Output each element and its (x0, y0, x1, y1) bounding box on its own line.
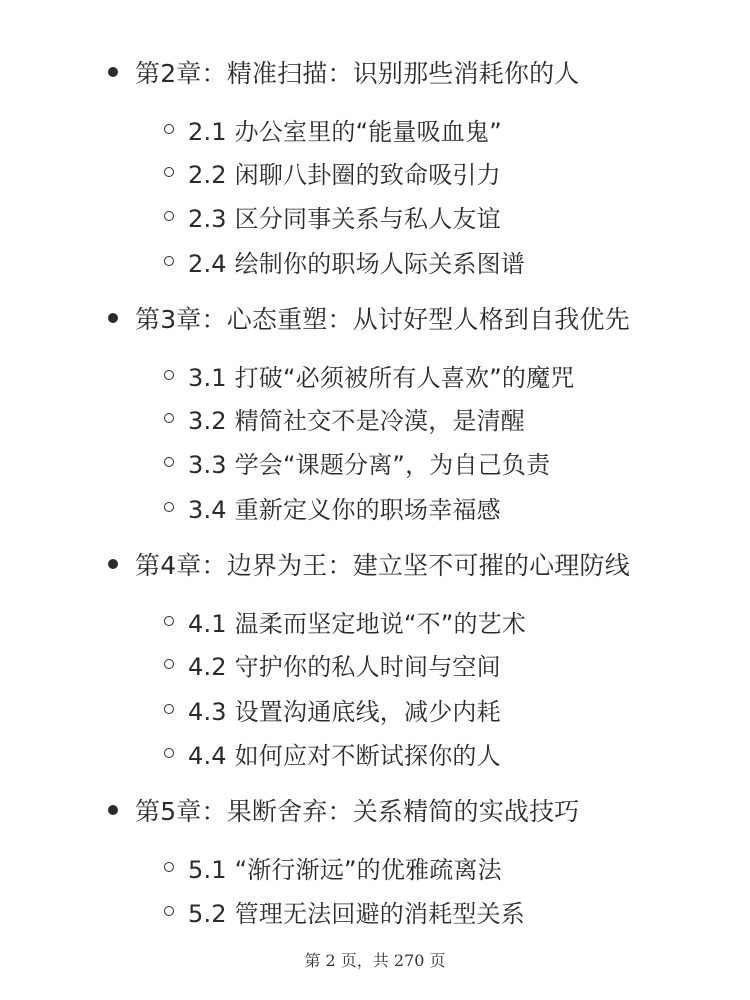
section-title: 3.2 精简社交不是冷漠，是清醒 (188, 406, 525, 435)
toc-chapter-5 (108, 790, 580, 830)
toc-section-3-1 (164, 355, 574, 395)
toc-chapter-2 (108, 52, 580, 92)
toc-section-3-2 (164, 398, 525, 438)
section-title: 4.4 如何应对不断试探你的人 (188, 741, 501, 770)
section-title: 2.2 闲聊八卦圈的致命吸引力 (188, 160, 501, 189)
toc-chapter-3 (108, 298, 630, 338)
hollow-bullet-icon (164, 906, 174, 916)
filled-bullet-icon (108, 805, 118, 815)
section-title: 2.3 区分同事关系与私人友谊 (188, 204, 501, 233)
toc-section-3-4 (164, 487, 501, 527)
toc-section-4-1 (164, 601, 526, 641)
section-title: 4.2 守护你的私人时间与空间 (188, 652, 501, 681)
toc-section-2-1 (164, 109, 502, 149)
section-title: 4.3 设置沟通底线，减少内耗 (188, 697, 501, 726)
filled-bullet-icon (108, 313, 118, 323)
hollow-bullet-icon (164, 211, 174, 221)
section-title: 2.4 绘制你的职场人际关系图谱 (188, 249, 525, 278)
toc-section-5-1 (164, 847, 502, 887)
toc-section-4-3 (164, 689, 501, 729)
section-title: 5.1 “渐行渐远”的优雅疏离法 (188, 855, 502, 884)
filled-bullet-icon (108, 67, 118, 77)
hollow-bullet-icon (164, 167, 174, 177)
hollow-bullet-icon (164, 124, 174, 134)
section-title: 5.2 管理无法回避的消耗型关系 (188, 899, 525, 928)
hollow-bullet-icon (164, 502, 174, 512)
hollow-bullet-icon (164, 748, 174, 758)
hollow-bullet-icon (164, 704, 174, 714)
hollow-bullet-icon (164, 413, 174, 423)
chapter-title: 第2章：精准扫描：识别那些消耗你的人 (135, 59, 580, 88)
chapter-title: 第3章：心态重塑：从讨好型人格到自我优先 (135, 305, 630, 334)
toc-section-2-4 (164, 241, 525, 281)
toc-section-4-2 (164, 644, 501, 684)
toc-section-4-4 (164, 733, 501, 773)
toc-section-2-2 (164, 152, 501, 192)
section-title: 2.1 办公室里的“能量吸血鬼” (188, 117, 502, 146)
section-title: 3.4 重新定义你的职场幸福感 (188, 495, 501, 524)
hollow-bullet-icon (164, 862, 174, 872)
toc-section-5-2 (164, 891, 525, 931)
page-number: 第 2 页，共 270 页 (304, 951, 446, 970)
chapter-title: 第5章：果断舍弃：关系精简的实战技巧 (135, 797, 580, 826)
hollow-bullet-icon (164, 370, 174, 380)
hollow-bullet-icon (164, 616, 174, 626)
section-title: 4.1 温柔而坚定地说“不”的艺术 (188, 609, 527, 638)
section-title: 3.1 打破“必须被所有人喜欢”的魔咒 (188, 363, 575, 392)
toc-chapter-4 (108, 544, 630, 584)
toc-section-3-3 (164, 442, 550, 482)
hollow-bullet-icon (164, 457, 174, 467)
section-title: 3.3 学会“课题分离”，为自己负责 (188, 450, 551, 479)
chapter-title: 第4章：边界为王：建立坚不可摧的心理防线 (135, 551, 630, 580)
hollow-bullet-icon (164, 659, 174, 669)
filled-bullet-icon (108, 559, 118, 569)
toc-section-2-3 (164, 196, 501, 236)
hollow-bullet-icon (164, 256, 174, 266)
